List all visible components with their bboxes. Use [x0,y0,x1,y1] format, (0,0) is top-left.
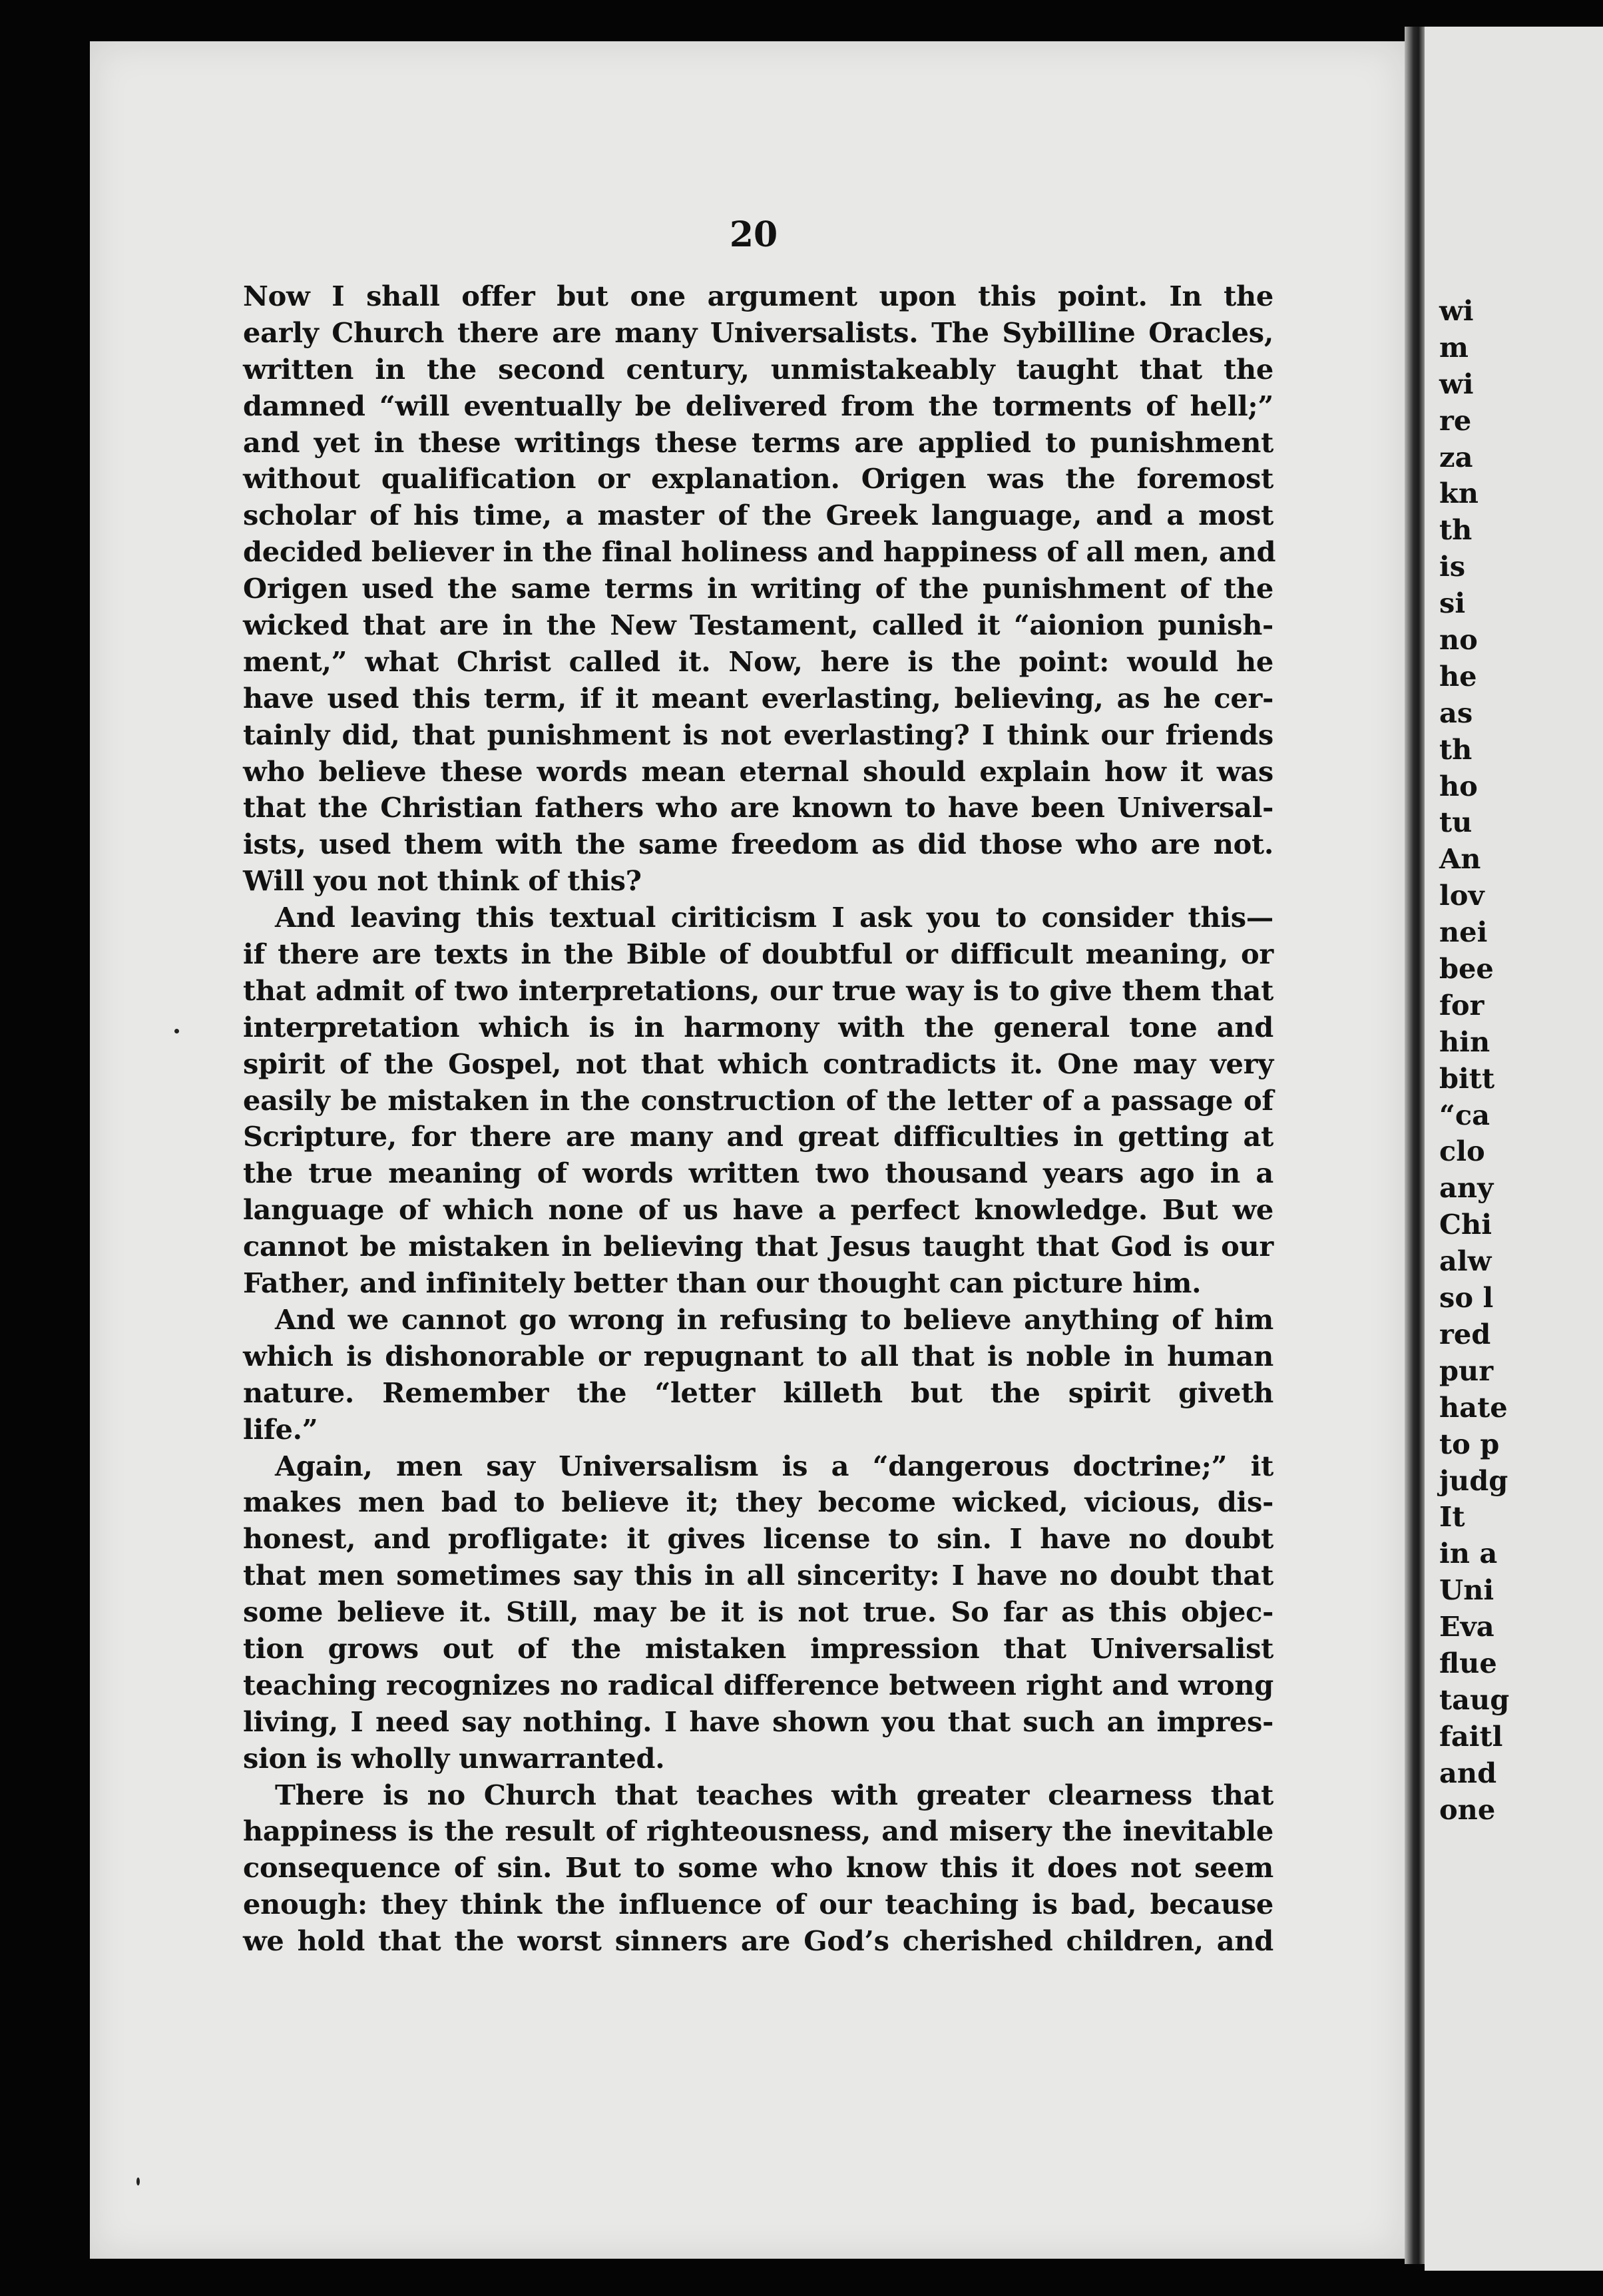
text-line: Father, and infinitely better than our thought can picture him. [243,1267,1202,1300]
facing-page-fragment: in a [1439,1537,1498,1570]
facing-page-fragment: “ca [1439,1098,1490,1131]
text-line: makes men bad to believe it; they become wicked, vicious, dis- [243,1486,1273,1519]
page-number [0,214,1603,255]
facing-page-fragment: wi [1439,294,1474,327]
text-line: the true meaning of words written two thousand years ago in a [243,1157,1273,1190]
text-line: that the Christian fathers who are known to have been Universal- [243,791,1273,824]
text-line: life.” [243,1412,318,1446]
text-line: we hold that the worst sinners are God’s cherished children, and [243,1924,1273,1958]
text-line: written in the second century, unmistakeably taught that the [243,352,1273,386]
facing-page-fragment: clo [1439,1135,1485,1168]
facing-page-fragment: m [1439,330,1469,364]
facing-page-fragment: is [1439,550,1466,583]
text-line: who believe these words mean eternal should explain how it was [243,754,1273,788]
text-line: language of which none of us have a perfect knowledge. But we [243,1193,1273,1227]
facing-page-fragment: one [1439,1793,1496,1826]
text-line: and yet in these writings these terms are applied to punishment [243,426,1273,459]
facing-page-fragment: re [1439,404,1472,437]
text-line: that men sometimes say this in all sincerity: I have no doubt that [243,1559,1273,1592]
text-line: living, I need say nothing. I have shown you that such an impres- [243,1705,1273,1738]
facing-page-fragment: red [1439,1317,1491,1350]
text-line: interpretation which is in harmony with the general tone and [243,1010,1273,1043]
text-line: Now I shall offer but one argument upon this point. In the [243,280,1273,312]
facing-page-fragment: lov [1439,879,1485,912]
text-line: Again, men say Universalism is a “dangerous doctrine;” it [275,1449,1273,1482]
facing-page-fragment: si [1439,587,1466,620]
facing-page-fragment: wi [1439,367,1474,400]
facing-page-fragment: faitl [1439,1719,1503,1753]
facing-page-fragment: kn [1439,477,1479,510]
text-line: some believe it. Still, may be it is not true. So far as this objec- [243,1595,1273,1629]
text-line: damned “will eventually be delivered from the torments of hell;” [243,389,1273,422]
facing-page-fragment: any [1439,1171,1494,1205]
text-line: And leaving this textual ciriticism I ask you to consider this— [275,901,1273,934]
text-line: honest, and profligate: it gives license to sin. I have no doubt [243,1522,1273,1556]
text-line: wicked that are in the New Testament, called it “aionion punish- [243,609,1273,642]
facing-page-fragment: as [1439,696,1473,729]
facing-page-fragment: nei [1439,916,1488,949]
facing-page-fragment: to p [1439,1427,1500,1460]
text-line: that admit of two interpretations, our true way is to give them that [243,974,1273,1007]
text-line: tion grows out of the mistaken impression that Universalist [243,1631,1273,1665]
text-line: Origen used the same terms in writing of the punishment of the [243,572,1273,605]
facing-page-fragment: and [1439,1756,1497,1789]
facing-page-fragment: hate [1439,1390,1508,1424]
facing-page-fragment: th [1439,732,1473,766]
text-line: decided believer in the final holiness and happiness of all men, and [243,535,1276,569]
facing-page-fragment: hin [1439,1025,1490,1058]
facing-page-fragment: Chi [1439,1208,1492,1241]
text-line: cannot be mistaken in believing that Jesus taught that God is our [243,1230,1273,1263]
text-line: consequence of sin. But to some who know this it does not seem [243,1851,1273,1884]
text-line: which is dishonorable or repugnant to all that is noble in human [243,1339,1273,1372]
text-line: There is no Church that teaches with greater clearness that [275,1778,1273,1811]
text-line: teaching recognizes no radical difference between right and wrong [243,1668,1273,1701]
book-gutter [1405,27,1425,2264]
scan-speck [174,1029,179,1033]
text-line: spirit of the Gospel, not that which contradicts it. One may very [243,1047,1273,1080]
text-line: Scripture, for there are many and great difficulties in getting at [243,1120,1273,1153]
facing-page-fragment: no [1439,623,1478,657]
facing-page-fragment: Uni [1439,1574,1494,1607]
text-line: sion is wholly unwarranted. [243,1741,665,1775]
scan-speck [136,2177,140,2185]
text-line: tainly did, that punishment is not everlasting? I think our friends [243,718,1273,751]
text-line: ists, used them with the same freedom as did those who are not. [243,828,1273,861]
text-line: easily be mistaken in the construction of the letter of a passage of [243,1083,1273,1117]
facing-page-fragment: bitt [1439,1061,1495,1095]
facing-page-fragment: Eva [1439,1610,1494,1643]
facing-page-fragment: bee [1439,952,1494,986]
text-line: enough: they think the influence of our teaching is bad, because [243,1888,1273,1921]
facing-page-fragment: It [1439,1500,1465,1534]
facing-page-fragment: pur [1439,1354,1494,1387]
page-number-text: 20 [729,214,778,255]
facing-page-fragment: An [1439,842,1481,876]
text-line: ment,” what Christ called it. Now, here is the point: would he [243,645,1273,678]
facing-page-fragment: taug [1439,1683,1510,1716]
facing-page-fragment: ho [1439,769,1478,802]
facing-page-fragment: judg [1439,1464,1508,1497]
text-line: Will you not think of this? [243,864,642,898]
facing-page-fragment: tu [1439,806,1473,839]
text-line: nature. Remember the “letter killeth but the spirit giveth [243,1376,1273,1409]
facing-page-fragment: th [1439,513,1473,547]
text-line: early Church there are many Universalists. The Sybilline Oracles, [243,316,1273,349]
facing-page-fragment: alw [1439,1245,1492,1278]
facing-page-fragment: za [1439,440,1473,473]
facing-page-fragment: for [1439,988,1485,1021]
text-line: And we cannot go wrong in refusing to believe anything of him [275,1302,1273,1336]
facing-page-fragments [1439,293,1603,1828]
text-line: if there are texts in the Bible of doubtful or difficult meaning, or [243,938,1273,971]
text-line: scholar of his time, a master of the Greek language, and a most [243,499,1273,532]
page-body-text [243,278,1276,1960]
facing-page-fragment: flue [1439,1646,1497,1679]
text-line: happiness is the result of righteousness, and misery the inevitable [243,1815,1273,1848]
facing-page-fragment: he [1439,659,1477,693]
text-line: have used this term, if it meant everlasting, believing, as he cer- [243,681,1273,715]
text-line: without qualification or explanation. Origen was the foremost [243,462,1273,495]
facing-page-fragment: so l [1439,1281,1494,1314]
